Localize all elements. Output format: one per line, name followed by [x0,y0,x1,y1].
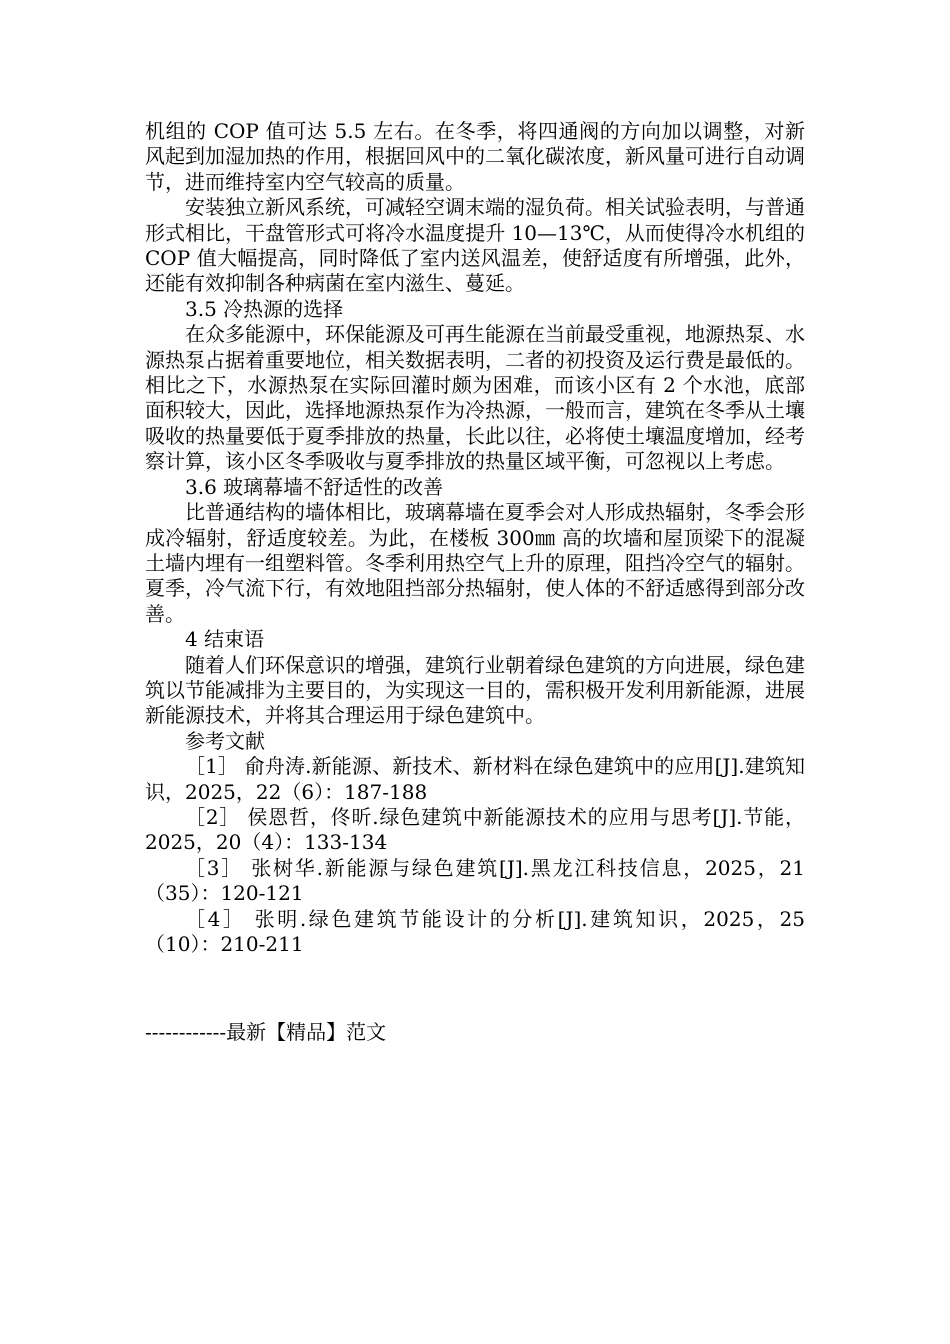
references-heading: 参考文献 [185,728,265,753]
section-paragraph-3-6: 比普通结构的墙体相比，玻璃幕墙在夏季会对人形成热辐射，冬季会形成冷辐射，舒适度较差。为此，在楼板 300㎜ 高的坎墙和屋顶梁下的混凝土墙内埋有一组塑料管。冬季利用热空气上升的原理，阻挡冷空气的辐射。夏季，冷气流下行，有效地阻挡部分热辐射，使人体的不舒适感得到部分改善。 [145,500,805,626]
document-body [145,119,805,957]
reference-item: ［2］ 侯恩哲，佟昕.绿色建筑中新能源技术的应用与思考[J].节能，2025，20（4）：133-134 [145,804,805,855]
section-heading-3-5: 3.5 冷热源的选择 [185,296,344,321]
reference-item: ［4］ 张明.绿色建筑节能设计的分析[J].建筑知识，2025，25（10）：210-211 [145,906,805,956]
section-heading-4: 4 结束语 [185,627,265,652]
fresh-air-paragraph: 安装独立新风系统，可减轻空调末端的湿负荷。相关试验表明，与普通形式相比，干盘管形式可将冷水温度提升 10—13℃，从而使得冷水机组的 COP 值大幅提高，同时降低了室内送风温差，使舒适度有所增强，此外，还能有效抑制各种病菌在室内滋生、蔓延。 [145,195,805,296]
section-paragraph-4: 随着人们环保意识的增强，建筑行业朝着绿色建筑的方向进展，绿色建筑以节能减排为主要目的，为实现这一目的，需积极开发利用新能源，进展新能源技术，并将其合理运用于绿色建筑中。 [145,652,805,728]
continuation-paragraph: 机组的 COP 值可达 5.5 左右。在冬季，将四通阀的方向加以调整，对新风起到加湿加热的作用，根据回风中的二氧化碳浓度，新风量可进行自动调节，进而维持室内空气较高的质量。 [145,119,805,194]
section-heading-3-6: 3.6 玻璃幕墙不舒适性的改善 [185,474,444,499]
reference-item: ［3］ 张树华.新能源与绿色建筑[J].黑龙江科技信息，2025，21（35）：120-121 [145,855,805,906]
section-paragraph-3-5: 在众多能源中，环保能源及可再生能源在当前最受重视，地源热泵、水源热泵占据着重要地位，相关数据表明，二者的初投资及运行费是最低的。相比之下，水源热泵在实际回灌时颇为困难，而该小区有 2 个水池，底部面积较大，因此，选择地源热泵作为冷热源，一般而言，建筑在冬季从土壤吸收的热量要低于夏季排放的热量，长此以往，必将使土壤温度增加，经考察计算，该小区冬季吸收与夏季排放的热量区域平衡，可忽视以上考虑。 [145,322,805,474]
footer-text: ------------最新【精品】范文 [145,1020,387,1044]
reference-item: ［1］ 俞舟涛.新能源、新技术、新材料在绿色建筑中的应用[J].建筑知识，2025，22（6）：187-188 [145,754,805,804]
